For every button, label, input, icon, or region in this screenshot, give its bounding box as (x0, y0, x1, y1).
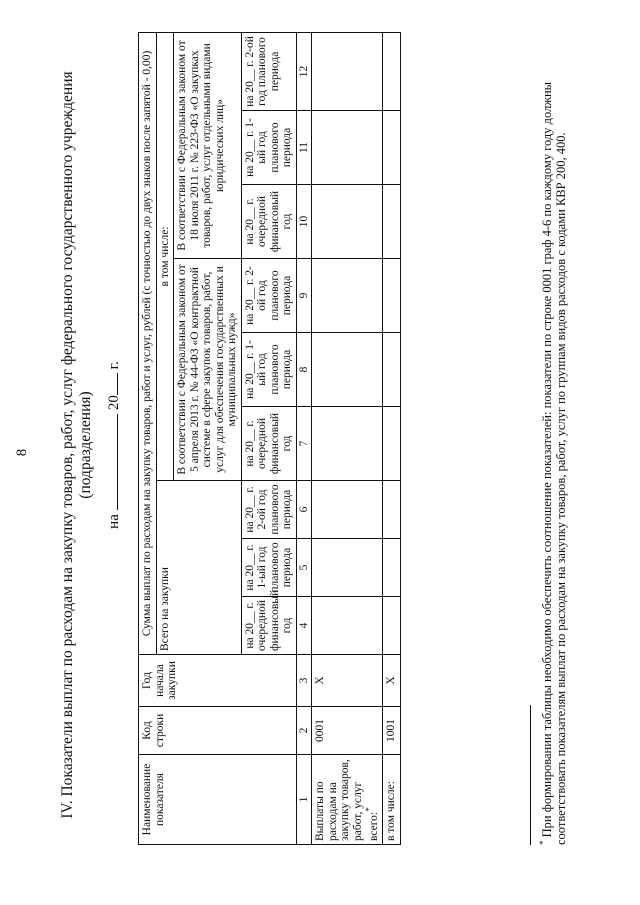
period-2: на 20__ г. 2-ой год планового периода (241, 259, 296, 333)
col-number: 1 (296, 755, 312, 845)
header-code: Код строки (139, 707, 297, 755)
date-blank (117, 414, 118, 510)
header-sum: Сумма выплат по расходам на закупку товаров, работ и услуг, рублей (с точностью до двух знаков после запятой - 0,00) (139, 32, 157, 654)
table-row (383, 32, 401, 844)
table-row (312, 32, 383, 844)
year-blank (117, 373, 118, 395)
row-code: 0001 (312, 707, 383, 755)
period-current: на 20__ г. очередной финансовый год (241, 407, 296, 481)
row-name: Выплаты по расходам на закупку товаров, работ, услуг всего:* (312, 755, 383, 845)
footnote: * При формировании таблицы необходимо обеспечить соотношение показателей: показатели по строке 0001 граф 4-6 по каждому году должны соответствовать показателям выплат по расходам на закупку товаров, работ, услуг по группам видов расходов с кодами КВР 200, 400. (538, 81, 569, 845)
col-number: 7 (296, 407, 312, 481)
col-number: 12 (296, 32, 312, 110)
footnote-rule (530, 705, 531, 845)
header-total: Всего на закупки (156, 481, 241, 655)
period-1: на 20__ г. 1-ый год планового периода (241, 111, 296, 185)
period-2: на 20__ г. 2-ой год планового периода (241, 32, 296, 110)
period-1: на 20__ г. 1-ый год планового периода (241, 539, 296, 597)
col-number: 5 (296, 539, 312, 597)
header-name: Наименование показателя (139, 755, 297, 845)
header-year: Год начала закупки (139, 655, 297, 707)
header-law44: В соответствии с Федеральным законом от 5 апреля 2013 г. № 44-ФЗ «О контрактной системе в сфере закупок товаров, работ, услуг для обеспечения государственных и муниципальных нужд» (174, 259, 242, 481)
col-number: 3 (296, 655, 312, 707)
col-number: 4 (296, 597, 312, 655)
col-number: 9 (296, 259, 312, 333)
subtitle: (подразделения) (77, 391, 94, 499)
header-incl: в том числе: (156, 32, 174, 480)
row-code: 1001 (383, 707, 401, 755)
row-name: в том числе: (383, 755, 401, 845)
col-number: 2 (296, 707, 312, 755)
col-number: 10 (296, 185, 312, 259)
period-current: на 20__ г. очередной финансовый год (241, 597, 296, 655)
header-law223: В соответствии с Федеральным законом от 18 июля 2011 г. № 223-ФЗ «О закупках товаров, работ, услуг отдельными видами юридических лиц» (174, 32, 242, 258)
period-current: на 20__ г. очередной финансовый год (241, 185, 296, 259)
col-number: 6 (296, 481, 312, 539)
period-2: на 20__ г. 2-ой год планового периода (241, 481, 296, 539)
col-number: 8 (296, 333, 312, 407)
section-title: IV. Показатели выплат по расходам на закупку товаров, работ, услуг федерального государственного учреждения (59, 71, 76, 819)
page-number: 8 (14, 448, 30, 457)
row-year: X (383, 655, 401, 707)
row-year: X (312, 655, 383, 707)
period-1: на 20__ г. 1-ый год планового периода (241, 333, 296, 407)
col-number: 11 (296, 111, 312, 185)
date-line: на20 г. (106, 361, 122, 529)
purchases-table (138, 32, 401, 845)
